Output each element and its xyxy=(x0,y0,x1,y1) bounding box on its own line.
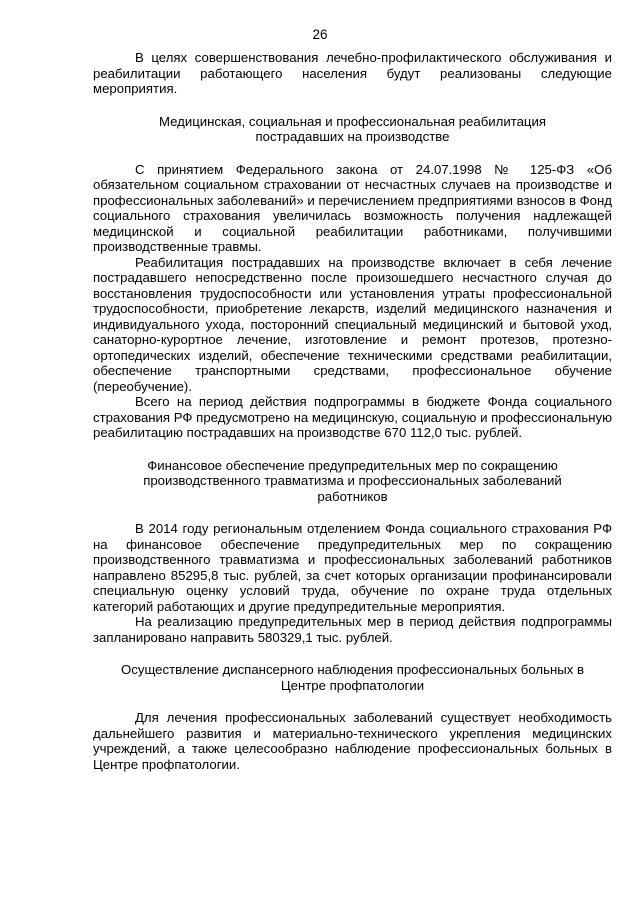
section-heading-rehabilitation: Медицинская, социальная и профессиональная реабилитация пострадавших на производстве xyxy=(158,113,546,144)
section-heading-dispensary: Осуществление диспансерного наблюдения профессиональных больных в Центре профпатологии xyxy=(121,662,584,693)
rehabilitation-paragraph-law: С принятием Федерального закона от 24.07.1998 № 125-ФЗ «Об обязательном социальном страховании от несчастных случаев на производстве и профессиональных заболеваний» и перечислением предприятиями взносов в Фонд социального страхования увеличилась возможность получения надлежащей медицинской и социальной реабилитации работниками, получившими производственные травмы. xyxy=(93,161,612,254)
page-content xyxy=(93,50,612,772)
rehabilitation-paragraph-budget: Всего на период действия подпрограммы в бюджете Фонда социального страхования РФ предусмотрено на медицинскую, социальную и профессиональную реабилитацию пострадавших на производстве 670 112,0 тыс. рублей. xyxy=(93,394,612,440)
intro-paragraph: В целях совершенствования лечебно-профилактического обслуживания и реабилитации работающего населения будут реализованы следующие мероприятия. xyxy=(93,50,612,96)
page-number: 26 xyxy=(312,27,328,42)
dispensary-paragraph: Для лечения профессиональных заболеваний существует необходимость дальнейшего развития и материально-технического укрепления медицинских учреждений, а также целесообразно наблюдение профессиональных больных в Центре профпатологии. xyxy=(93,710,612,772)
section-heading-financing: Финансовое обеспечение предупредительных мер по сокращению производственного травматизма и профессиональных заболеваний работников xyxy=(143,457,562,504)
rehabilitation-paragraph-scope: Реабилитация пострадавших на производстве включает в себя лечение пострадавшего непосредственно после произошедшего несчастного случая до восстановления трудоспособности или установления утраты профессиональной трудоспособности, приобретение лекарств, изделий медицинского назначения и индивидуального ухода, посторонний специальный медицинский и бытовой уход, санаторно-курортное лечение, изготовление и ремонт протезов, протезно-ортопедических изделий, обеспечение техническими средствами реабилитации, обеспечение транспортными средствами, профессиональное обучение (переобучение). xyxy=(93,254,612,394)
financing-paragraph-plan: На реализацию предупредительных мер в период действия подпрограммы запланировано направить 580329,1 тыс. рублей. xyxy=(93,614,612,645)
financing-paragraph-2014: В 2014 году региональным отделением Фонда социального страхования РФ на финансовое обеспечение предупредительных мер по сокращению производственного травматизма и профессиональных заболеваний работников направлено 85295,8 тыс. рублей, за счет которых организации профинансировали специальную оценку условий труда, обучение по охране труда отдельных категорий работающих и другие предупредительные мероприятия. xyxy=(93,521,612,614)
